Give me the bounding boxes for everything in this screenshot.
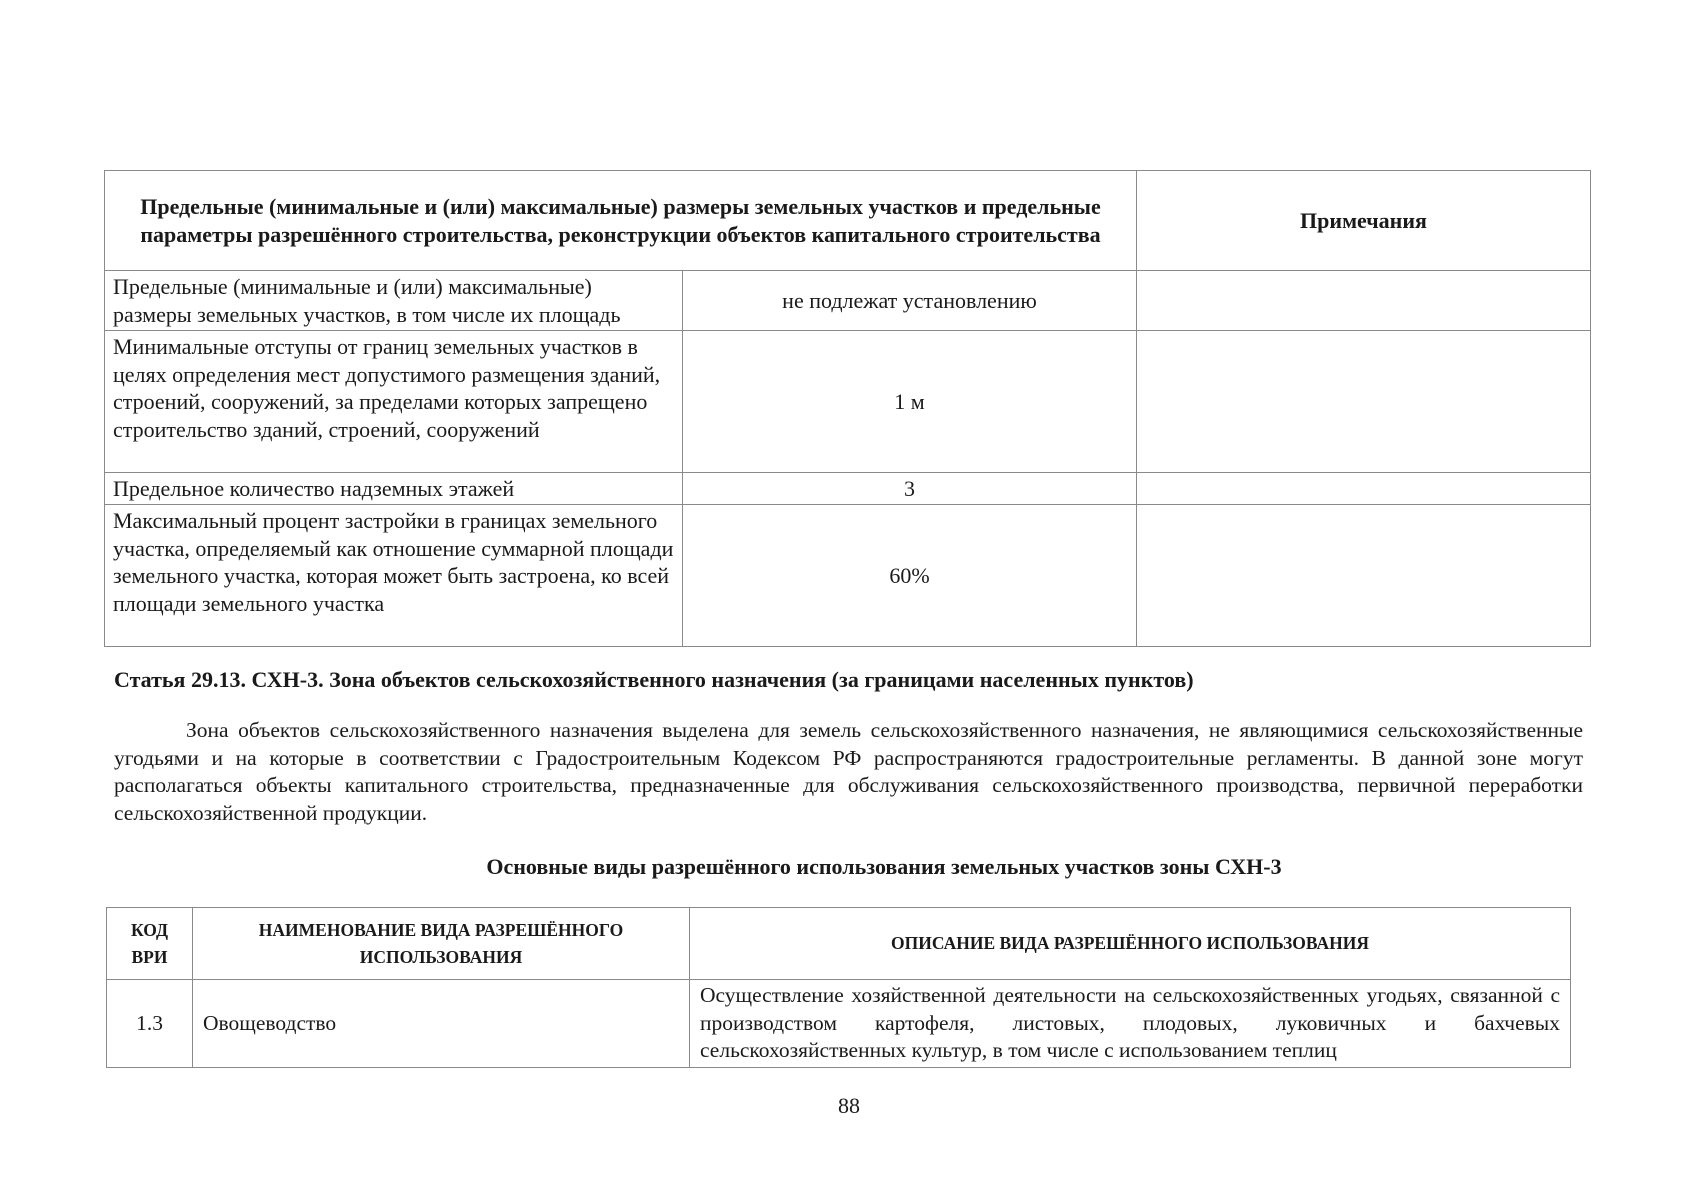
uses-section-title: Основные виды разрешённого использования земельных участков зоны СХН-3: [486, 854, 1282, 879]
limit-label: Предельное количество надземных этажей: [105, 473, 683, 505]
table-row: [107, 980, 1571, 1068]
limit-note: [1137, 505, 1591, 647]
table-row: [105, 505, 1591, 647]
limit-label: Минимальные отступы от границ земельных участков в целях определения мест допустимого размещения зданий, строений, сооружений, за пределами которых запрещено строительство зданий, строений, сооружений: [105, 331, 683, 473]
limit-value: 1 м: [683, 331, 1137, 473]
use-description: Осуществление хозяйственной деятельности на сельскохозяйственных угодьях, связанной с производством картофеля, листовых, плодовых, луковичных и бахчевых сельскохозяйственных культур, в том числе с использованием теплиц: [690, 980, 1571, 1068]
limit-label: Предельные (минимальные и (или) максимальные) размеры земельных участков, в том числе их площадь: [105, 271, 683, 331]
limits-header-notes: Примечания: [1137, 171, 1591, 271]
limits-table-header: [105, 171, 1591, 271]
limit-note: [1137, 331, 1591, 473]
page-number: 88: [838, 1093, 860, 1118]
uses-table: [106, 907, 1571, 1068]
uses-table-header: [107, 908, 1571, 980]
limit-note: [1137, 473, 1591, 505]
uses-header-description: ОПИСАНИЕ ВИДА РАЗРЕШЁННОГО ИСПОЛЬЗОВАНИЯ: [690, 908, 1571, 980]
use-name: Овощеводство: [193, 980, 690, 1068]
article-body: Зона объектов сельскохозяйственного назначения выделена для земель сельскохозяйственного назначения, не являющимися сельскохозяйственные угодьями и на которые в соответствии с Градостроительным Кодексом РФ распространяются градостроительные регламенты. В данной зоне могут располагаться объекты капитального строительства, предназначенные для обслуживания сельскохозяйственного производства, первичной переработки сельскохозяйственной продукции.: [114, 718, 1583, 825]
limit-value: 60%: [683, 505, 1137, 647]
limit-value: не подлежат установлению: [683, 271, 1137, 331]
table-row: [105, 331, 1591, 473]
limit-label: Максимальный процент застройки в границах земельного участка, определяемый как отношение суммарной площади земельного участка, которая может быть застроена, ко всей площади земельного участка: [105, 505, 683, 647]
limits-header-params: Предельные (минимальные и (или) максимальные) размеры земельных участков и предельные параметры разрешённого строительства, реконструкции объектов капитального строительства: [105, 171, 1137, 271]
table-row: [105, 473, 1591, 505]
article-title: Статья 29.13. СХН-3. Зона объектов сельскохозяйственного назначения (за границами населенных пунктов): [114, 667, 1194, 692]
uses-header-name: НАИМЕНОВАНИЕ ВИДА РАЗРЕШЁННОГО ИСПОЛЬЗОВАНИЯ: [193, 908, 690, 980]
limit-note: [1137, 271, 1591, 331]
use-code: 1.3: [107, 980, 193, 1068]
uses-header-code: КОД ВРИ: [107, 908, 193, 980]
limits-table: [104, 170, 1591, 647]
table-row: [105, 271, 1591, 331]
limit-value: 3: [683, 473, 1137, 505]
